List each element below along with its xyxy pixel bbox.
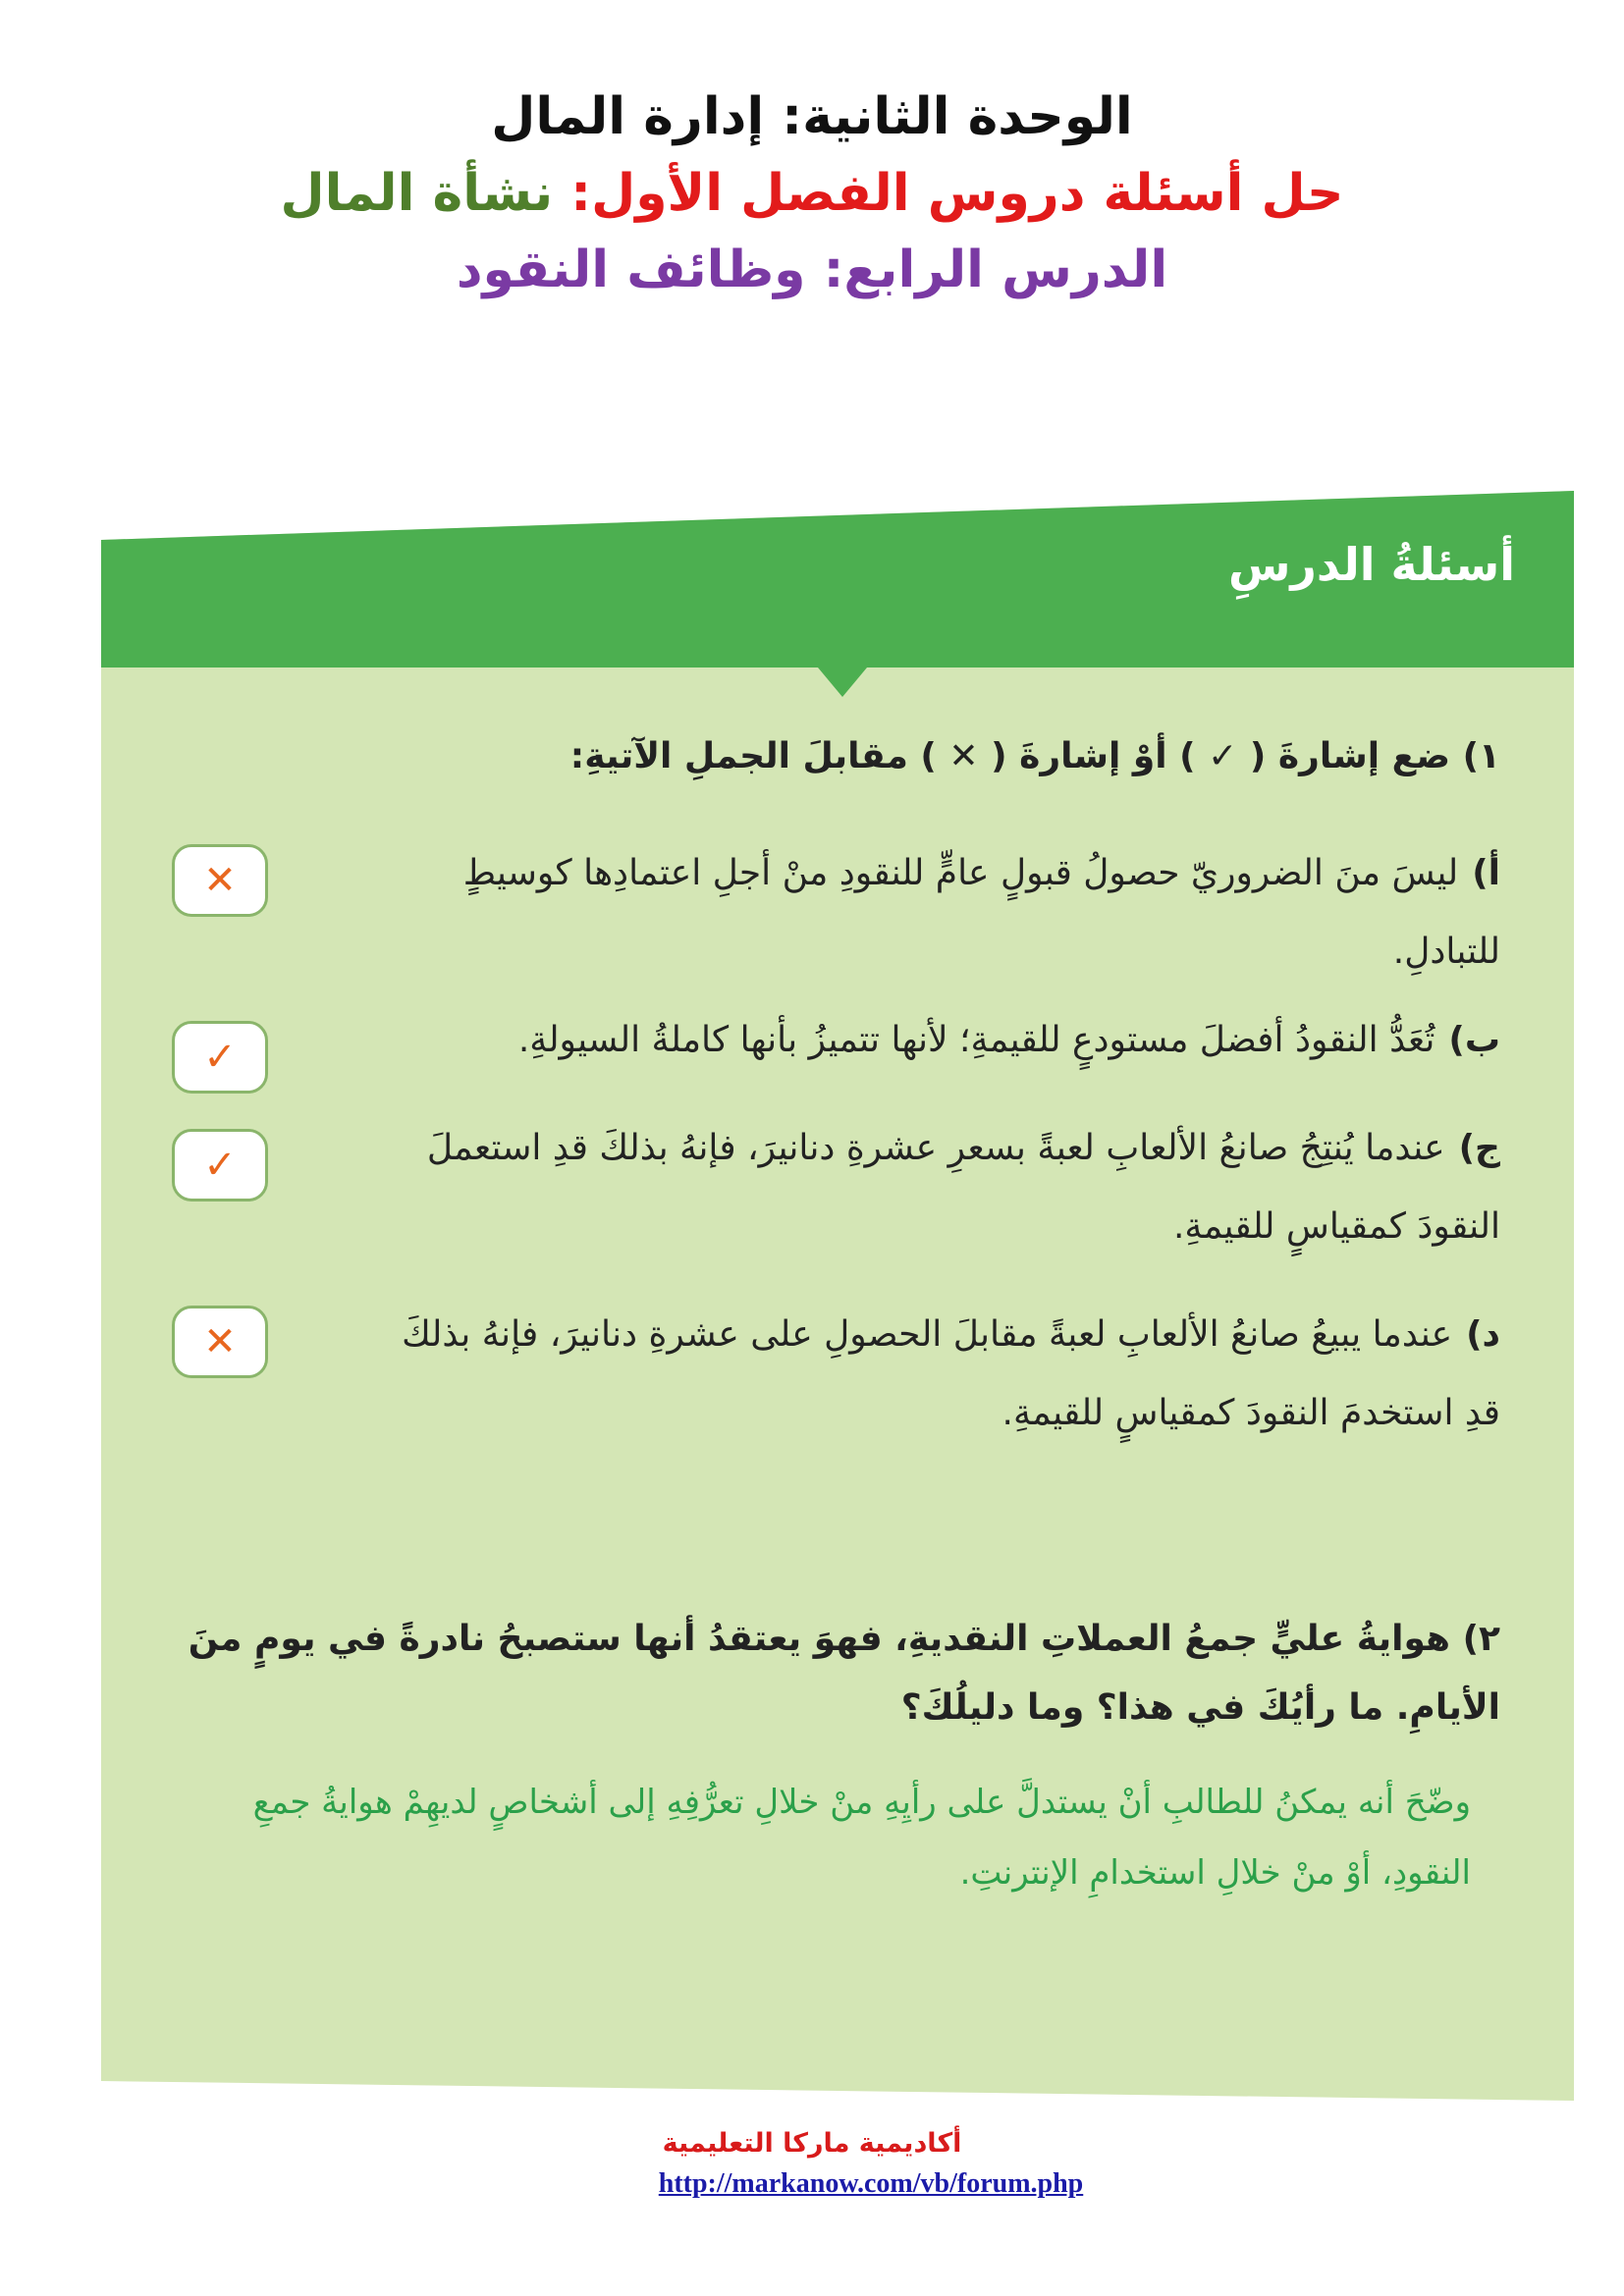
statement-text: ليسَ منَ الضروريّ حصولُ قبولٍ عامٍّ للنقودِ منْ أجلِ اعتمادِها كوسيطٍ للتبادلِ. <box>462 853 1500 972</box>
page-footer <box>0 2128 1624 2200</box>
question-1-suffix: ) مقابلَ الجملِ الآتيةِ: <box>569 736 937 776</box>
statement-a <box>381 834 1500 991</box>
chapter-title <box>0 155 1624 232</box>
statement-c <box>381 1109 1500 1266</box>
chapter-title-name: نشأة المال <box>280 164 554 223</box>
question-1-prefix: ضع إشارةَ ( <box>1249 736 1451 776</box>
answer-mark-b: ✓ <box>172 1021 268 1094</box>
statement-letter: ج) <box>1458 1128 1500 1168</box>
statement-b <box>381 1001 1500 1080</box>
statement-text: تُعَدُّ النقودُ أفضلَ مستودعٍ للقيمةِ؛ لأنها تتميزُ بأنها كاملةُ السيولةِ. <box>517 1020 1435 1060</box>
chapter-title-prefix: حل أسئلة دروس الفصل الأول: <box>570 164 1344 223</box>
lesson-title: الدرس الرابع: وظائف النقود <box>456 240 1168 299</box>
cross-icon: ✕ <box>948 736 979 776</box>
footer-organization: أكاديمية ماركا التعليمية <box>662 2128 962 2159</box>
unit-title: الوحدة الثانية: إدارة المال <box>491 87 1133 146</box>
statement-letter: د) <box>1466 1314 1500 1355</box>
question-1-number: ١) <box>1462 736 1500 776</box>
footer-link[interactable]: http://markanow.com/vb/forum.php <box>658 2168 1084 2199</box>
answer-mark-a: ✕ <box>172 844 268 917</box>
statement-letter: ب) <box>1448 1020 1500 1060</box>
banner-title: أسئلةُ الدرسِ <box>1227 538 1515 591</box>
answer-mark-c: ✓ <box>172 1129 268 1201</box>
check-icon: ✓ <box>1208 736 1238 776</box>
question-2-text: هوايةُ عليٍّ جمعُ العملاتِ النقديةِ، فهوَ يعتقدُ أنها ستصبحُ نادرةً في يومٍ منَ الأيامِ. ما رأيُكَ في هذا؟ وما دليلُكَ؟ <box>188 1619 1500 1728</box>
page-header <box>0 79 1624 308</box>
question-2-number: ٢) <box>1462 1619 1500 1659</box>
statement-letter: أ) <box>1472 853 1500 893</box>
statement-text: عندما يبيعُ صانعُ الألعابِ لعبةً مقابلَ الحصولِ على عشرةِ دنانيرَ، فإنهُ بذلكَ قدِ استخدمَ النقودَ كمقياسٍ للقيمةِ. <box>402 1314 1500 1433</box>
lesson-questions-panel <box>101 491 1574 2101</box>
question-1-middle: ) أوْ إشارةَ ( <box>991 736 1196 776</box>
answer-mark-d: ✕ <box>172 1306 268 1378</box>
statement-d <box>381 1296 1500 1453</box>
question-2-answer: وضّحَ أنه يمكنُ للطالبِ أنْ يستدلَّ على رأيِهِ منْ خلالِ تعرُّفِهِ إلى أشخاصٍ لديهِمْ هوايةُ جمعِ النقودِ، أوْ منْ خلالِ استخدامِ الإنترنتِ. <box>252 1783 1471 1893</box>
statement-text: عندما يُنتِجُ صانعُ الألعابِ لعبةً بسعرِ عشرةِ دنانيرَ، فإنهُ بذلكَ قدِ استعملَ النقودَ كمقياسٍ للقيمةِ. <box>426 1128 1500 1247</box>
question-2 <box>126 1605 1500 1742</box>
question-1 <box>126 736 1500 776</box>
